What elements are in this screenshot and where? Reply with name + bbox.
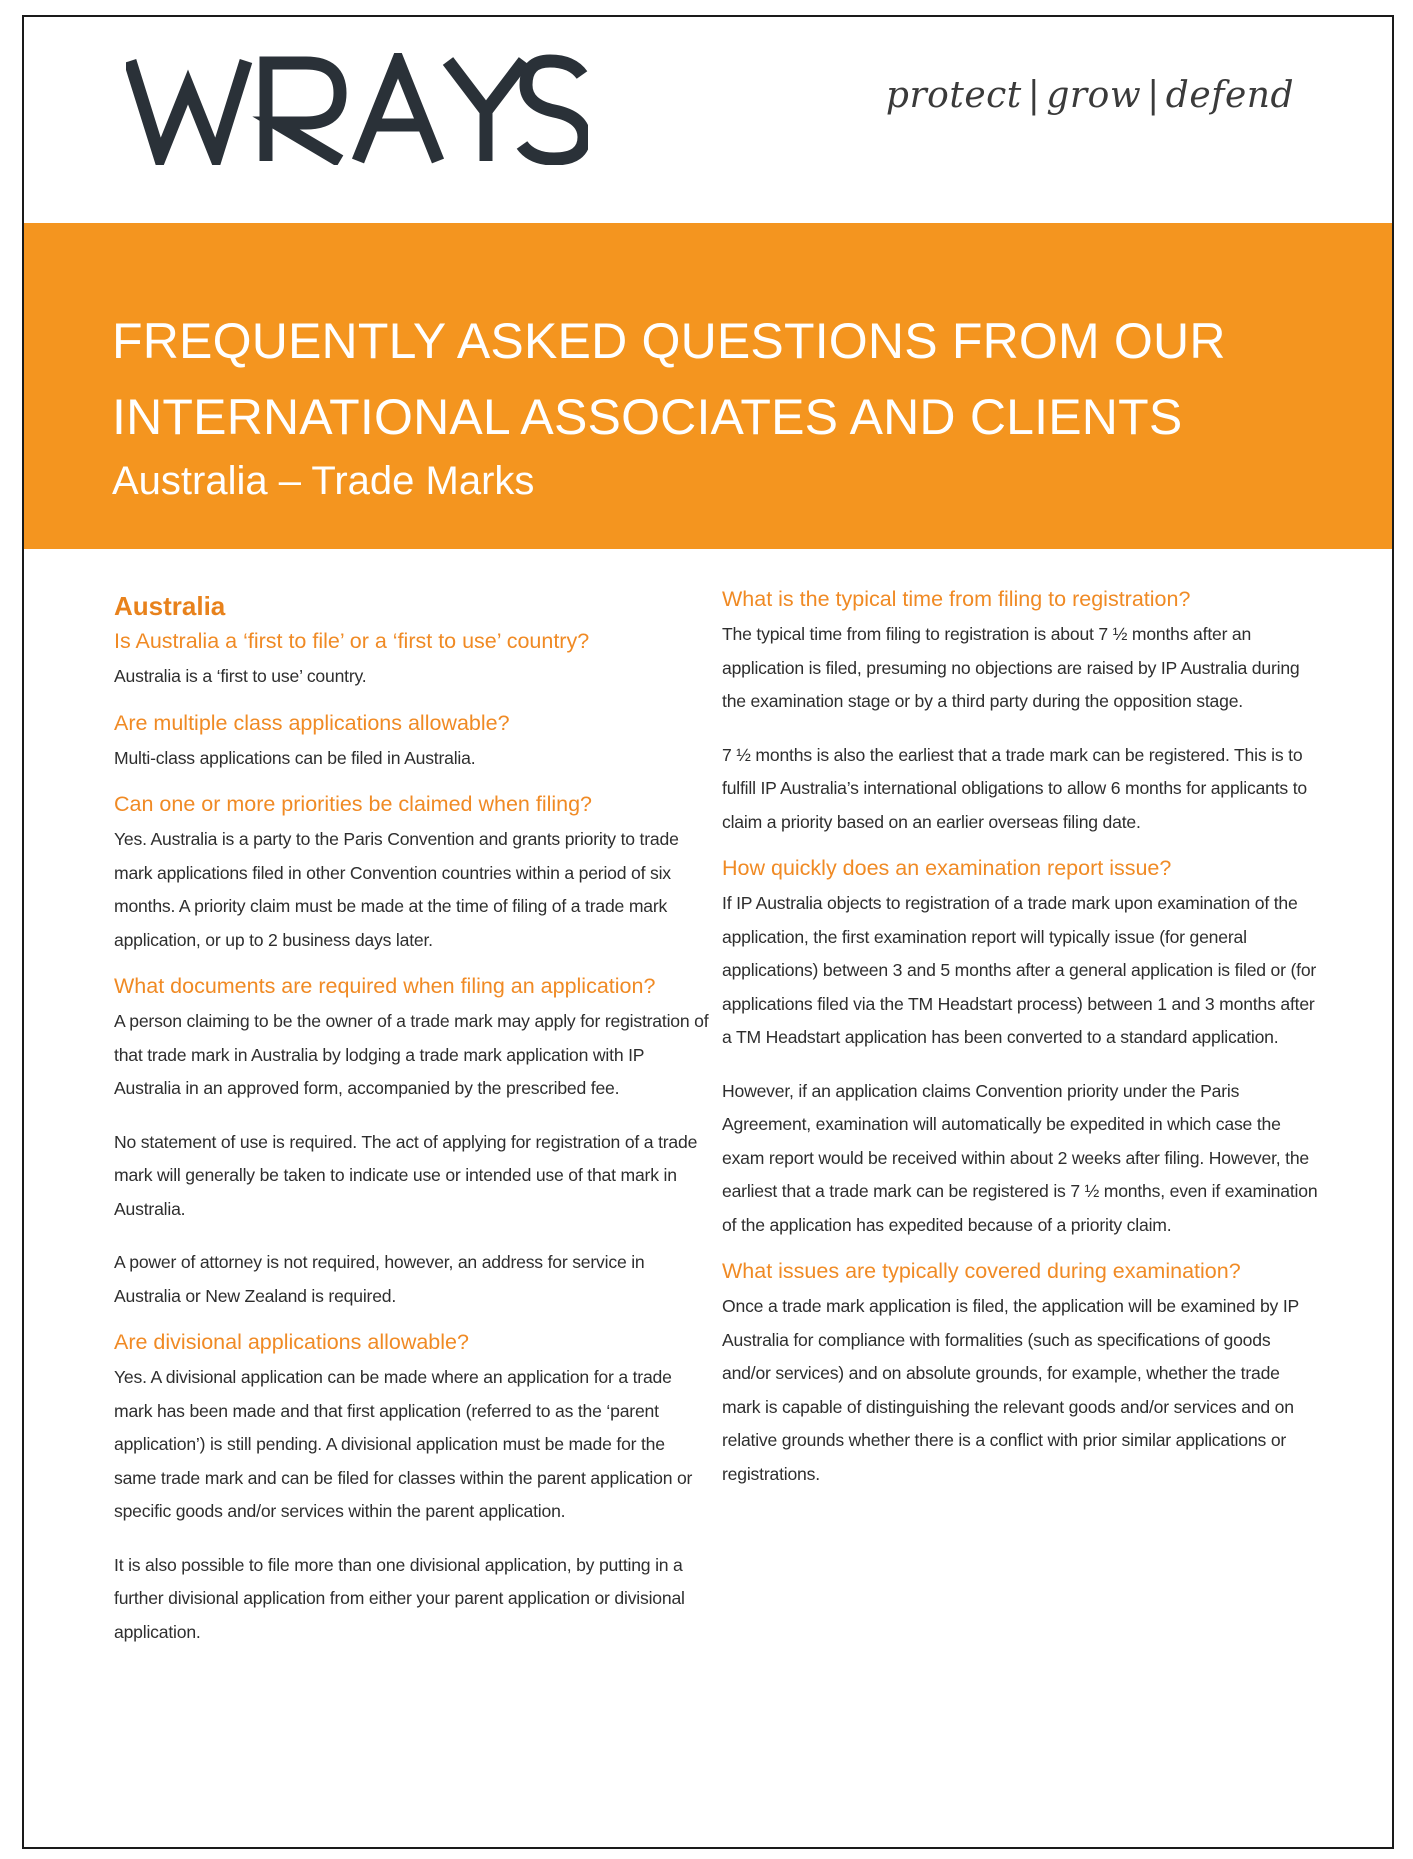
tagline-separator: |: [1027, 75, 1041, 116]
faq-answer: A person claiming to be the owner of a trade mark may apply for registration of that trade mark in Australia by lodging a trade mark application with IP Australia in an approved form, accompanied by the prescribed fee.: [114, 1011, 709, 1098]
left-column: [114, 589, 710, 1661]
faq-answer: No statement of use is required. The act of applying for registration of a trade mark will generally be taken to indicate use or intended use of that mark in Australia.: [114, 1131, 698, 1219]
tagline-defend: defend: [1165, 75, 1294, 116]
faq-question: Is Australia a ‘first to file’ or a ‘first to use’ country?: [114, 629, 590, 653]
page-title-line-1: FREQUENTLY ASKED QUESTIONS FROM OUR: [112, 313, 1226, 369]
document-page: [22, 15, 1394, 1849]
faq-answer: Multi-class applications can be filed in Australia.: [114, 747, 476, 768]
faq-question: What is the typical time from filing to registration?: [722, 587, 1191, 611]
section-title: Australia: [114, 591, 226, 621]
faq-question: Can one or more priorities be claimed when filing?: [114, 792, 593, 816]
faq-answer: Yes. Australia is a party to the Paris Convention and grants priority to trade mark applications filed in other Convention countries within a period of six months. A priority claim must be made at the time of filing of a trade mark application, or up to 2 business days later.: [114, 829, 679, 950]
faq-answer: It is also possible to file more than one divisional application, by putting in a further divisional application from either your parent application or divisional application.: [114, 1554, 685, 1642]
page-subtitle: Australia – Trade Marks: [112, 459, 535, 503]
faq-question: Are divisional applications allowable?: [114, 1330, 469, 1354]
document-header: [24, 17, 1392, 223]
faq-answer: Yes. A divisional application can be made where an application for a trade mark has been made and that first application (referred to as the ‘parent application’) is still pending. A divisional application must be made for the same trade mark and can be filed for classes within the parent application or specific goods and/or services within the parent application.: [114, 1367, 693, 1521]
faq-answer: 7 ½ months is also the earliest that a trade mark can be registered. This is to fulfill IP Australia’s international obligations to allow 6 months for applicants to claim a priority based on an earlier overseas filing date.: [722, 744, 1307, 832]
faq-answer: A power of attorney is not required, however, an address for service in Australia or New Zealand is required.: [114, 1252, 645, 1306]
tagline-separator: |: [1147, 75, 1160, 116]
title-banner: [24, 223, 1392, 549]
page-title-line-2: INTERNATIONAL ASSOCIATES AND CLIENTS: [112, 389, 1183, 445]
faq-question: What issues are typically covered during examination?: [722, 1259, 1241, 1283]
faq-answer: The typical time from filing to registration is about 7 ½ months after an application is filed, presuming no objections are raised by IP Australia during the examination stage or by a third party during the opposition stage.: [722, 624, 1300, 711]
right-column: [722, 582, 1322, 1503]
tagline-grow: grow: [1046, 75, 1142, 116]
tagline: [886, 75, 1294, 116]
faq-answer: Once a trade mark application is filed, the application will be examined by IP Australia for compliance with formalities (such as specifications of goods and/or services) and on absolute grounds, for example, whether the trade mark is capable of distinguishing the relevant goods and/or services and on relative grounds whether there is a conflict with prior similar applications or registrations.: [722, 1296, 1299, 1484]
faq-answer: However, if an application claims Convention priority under the Paris Agreement, examination will automatically be expedited in which case the exam report would be received within about 2 weeks after filing. However, the earliest that a trade mark can be registered is 7 ½ months, even if examination of the application has expedited because of a priority claim.: [722, 1080, 1318, 1235]
faq-answer: If IP Australia objects to registration of a trade mark upon examination of the application, the first examination report will typically issue (for general applications) between 3 and 5 months after a general application is filed or (for applications filed via the TM Headstart process) between 1 and 3 months after a TM Headstart application has been converted to a standard application.: [722, 893, 1317, 1047]
wrays-logo: [126, 53, 588, 165]
faq-answer: Australia is a ‘first to use’ country.: [114, 666, 367, 686]
tagline-protect: protect: [885, 75, 1022, 116]
faq-question: Are multiple class applications allowable?: [114, 710, 510, 735]
faq-question: What documents are required when filing an application?: [114, 974, 656, 998]
page-title: [112, 303, 1352, 455]
faq-question: How quickly does an examination report issue?: [722, 856, 1172, 880]
